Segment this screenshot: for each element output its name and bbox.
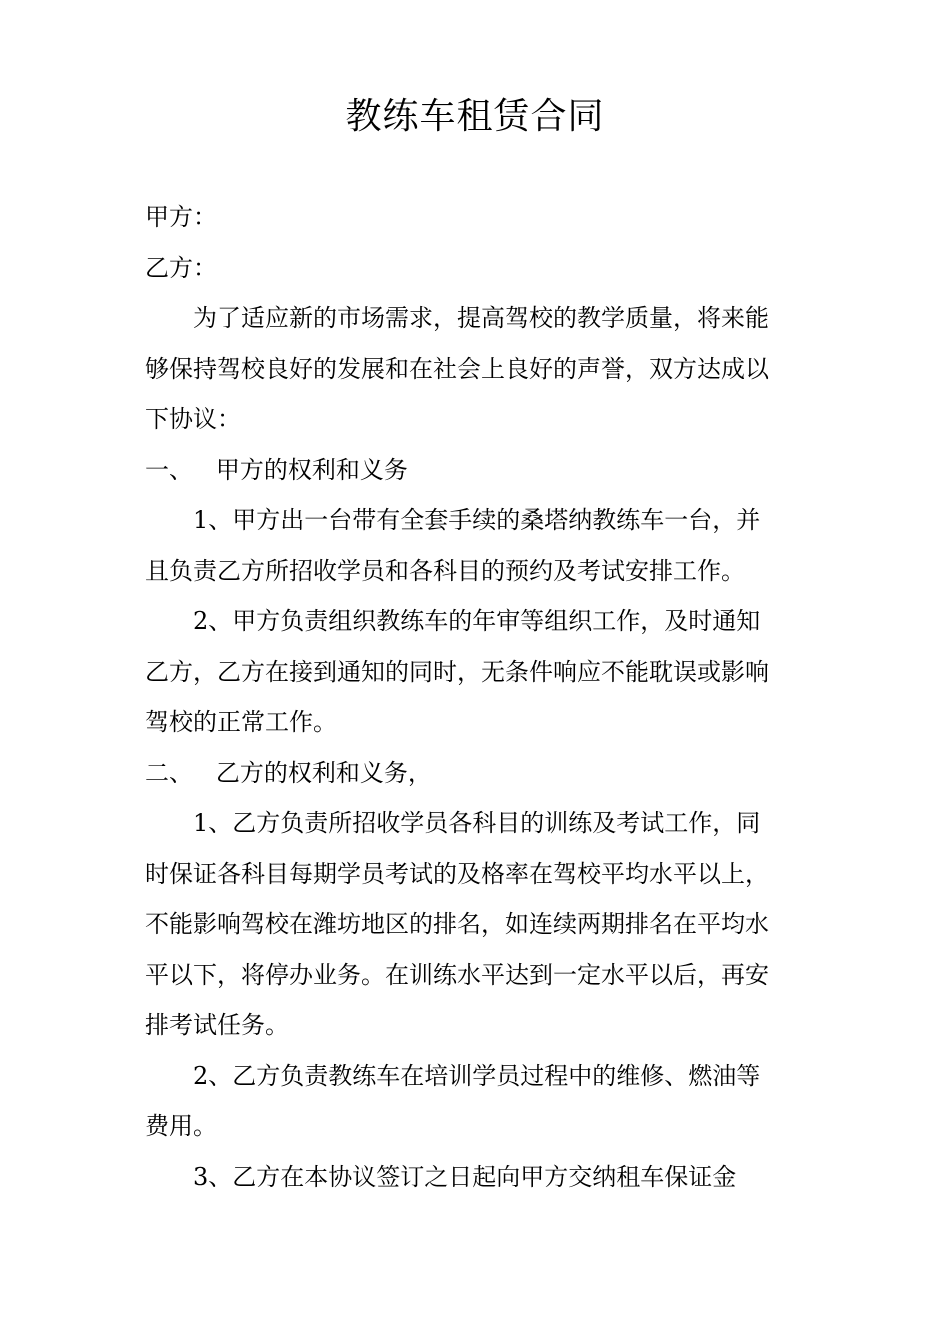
party-a-line: 甲方： <box>145 203 217 231</box>
s1-item1-line-1: 1、甲方出一台带有全套手续的桑塔纳教练车一台，并 <box>193 506 761 534</box>
s1-item2-line-1: 2、甲方负责组织教练车的年审等组织工作，及时通知 <box>193 607 761 635</box>
s1-item1-line-2: 且负责乙方所招收学员和各科目的预约及考试安排工作。 <box>145 556 745 585</box>
s2-item1-line-1: 1、乙方负责所招收学员各科目的训练及考试工作，同 <box>193 809 761 837</box>
s1-item2-line-2: 乙方，乙方在接到通知的同时，无条件响应不能耽误或影响 <box>145 657 769 686</box>
intro-line-2: 够保持驾校良好的发展和在社会上良好的声誉，双方达成以 <box>145 354 769 383</box>
document-title: 教练车租赁合同 <box>345 96 605 137</box>
s2-item2-line-2: 费用。 <box>145 1112 217 1140</box>
party-b-line: 乙方： <box>145 253 217 282</box>
section-1-heading: 一、 甲方的权利和义务 <box>145 455 408 484</box>
s2-item3-line-1: 3、乙方在本协议签订之日起向甲方交纳租车保证金 <box>193 1162 737 1191</box>
s2-item1-line-3: 不能影响驾校在潍坊地区的排名，如连续两期排名在平均水 <box>145 910 769 938</box>
s2-item1-line-2: 时保证各科目每期学员考试的及格率在驾校平均水平以上， <box>145 859 769 888</box>
section-2-heading: 二、 乙方的权利和义务， <box>145 758 432 787</box>
s1-item2-line-3: 驾校的正常工作。 <box>145 708 337 736</box>
intro-line-1: 为了适应新的市场需求，提高驾校的教学质量，将来能 <box>193 304 769 332</box>
s2-item2-line-1: 2、乙方负责教练车在培训学员过程中的维修、燃油等 <box>193 1061 761 1090</box>
s2-item1-line-5: 排考试任务。 <box>145 1011 289 1039</box>
s2-item1-line-4: 平以下，将停办业务。在训练水平达到一定水平以后，再安 <box>145 960 769 989</box>
document-body <box>145 192 810 1202</box>
intro-line-3: 下协议： <box>145 405 241 433</box>
